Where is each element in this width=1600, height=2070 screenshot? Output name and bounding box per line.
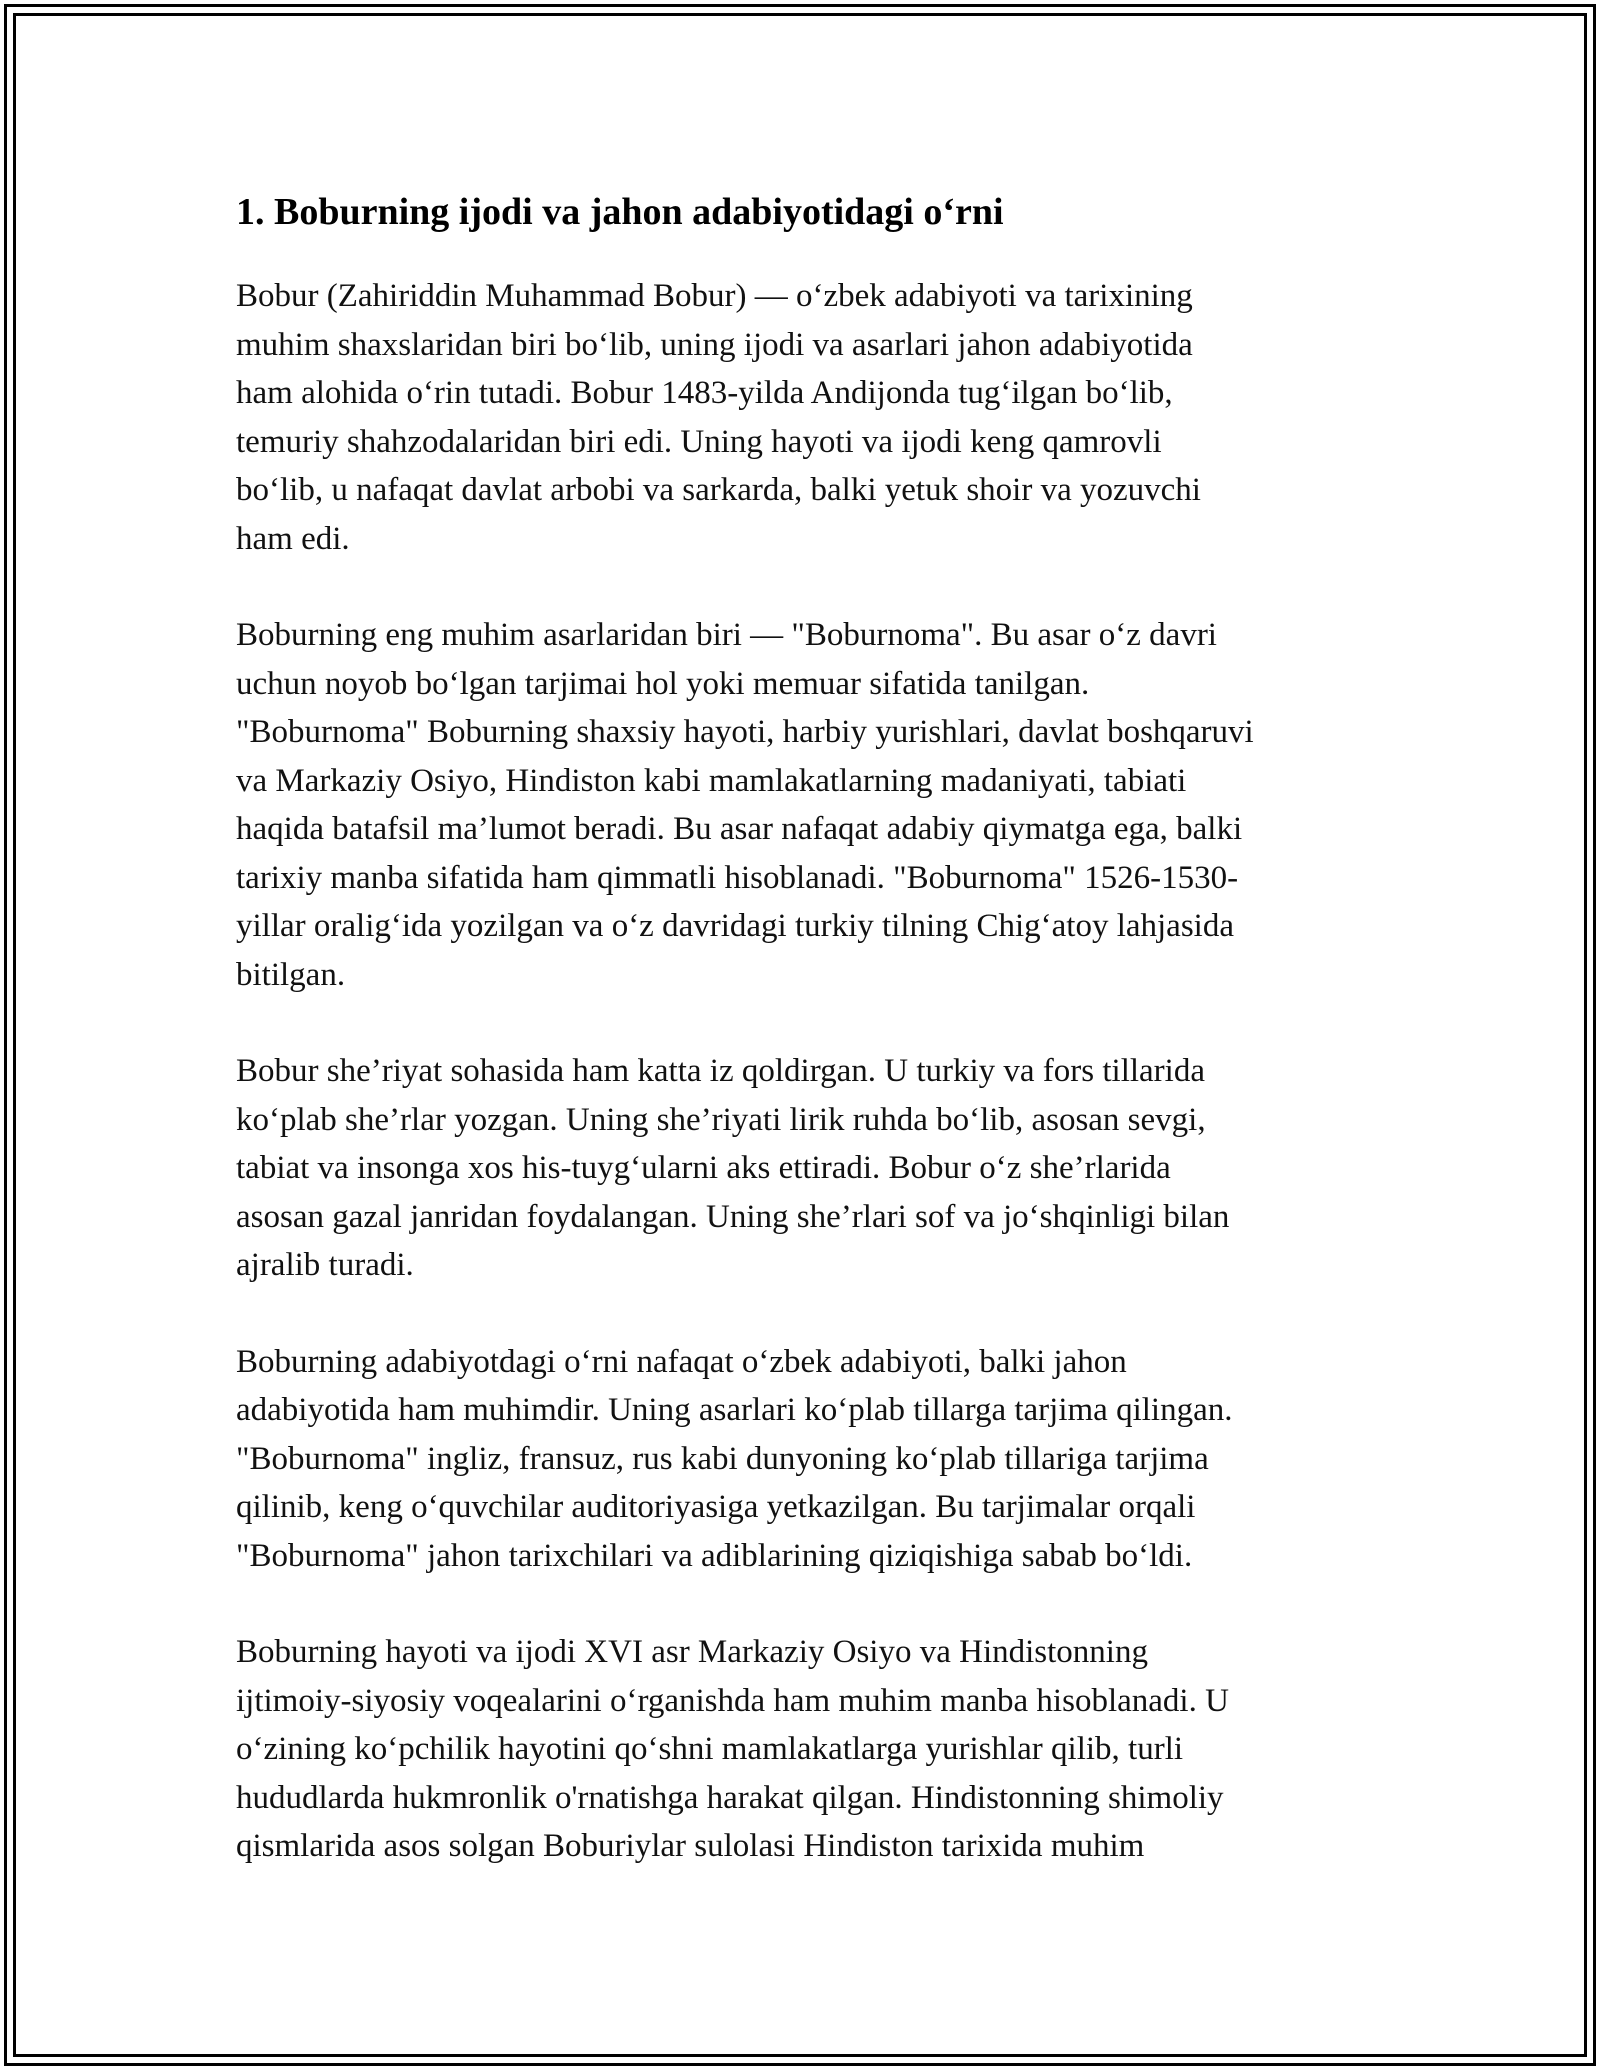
text-line: asosan gazal janridan foydalangan. Uning she’rlari sof va jo‘shqinligi bilan xyxy=(236,1198,1230,1235)
paragraph xyxy=(236,1338,1376,1581)
text-line: ajralib turadi. xyxy=(236,1247,414,1283)
paragraph xyxy=(236,272,1376,563)
text-line: ijtimoiy-siyosiy voqealarini o‘rganishda ham muhim manba hisoblanadi. U xyxy=(236,1682,1229,1719)
text-line: hududlarda hukmronlik o'rnatishga harakat qilgan. Hindistonning shimoliy xyxy=(236,1779,1224,1816)
text-line: ko‘plab she’rlar yozgan. Uning she’riyati lirik ruhda bo‘lib, asosan sevgi, xyxy=(236,1101,1206,1138)
text-line: va Markaziy Osiyo, Hindiston kabi mamlakatlarning madaniyati, tabiati xyxy=(236,762,1187,799)
text-line: Bobur she’riyat sohasida ham katta iz qoldirgan. U turkiy va fors tillarida xyxy=(236,1053,1205,1089)
text-line: tarixiy manba sifatida ham qimmatli hisoblanadi. "Boburnoma" 1526-1530- xyxy=(236,859,1239,896)
text-line: "Boburnoma" Boburning shaxsiy hayoti, harbiy yurishlari, davlat boshqaruvi xyxy=(236,714,1254,750)
text-line: o‘zining ko‘pchilik hayotini qo‘shni mamlakatlarga yurishlar qilib, turli xyxy=(236,1731,1184,1767)
page-title: 1. Boburning ijodi va jahon adabiyotidagi o‘rni xyxy=(236,191,1004,233)
document-body xyxy=(236,186,1376,1919)
text-line: tabiat va insonga xos his-tuyg‘ularni aks ettiradi. Bobur o‘z she’rlarida xyxy=(236,1150,1171,1186)
text-line: muhim shaxslaridan biri bo‘lib, uning ijodi va asarlari jahon adabiyotida xyxy=(236,326,1193,363)
text-line: ham alohida o‘rin tutadi. Bobur 1483-yilda Andijonda tug‘ilgan bo‘lib, xyxy=(236,375,1173,411)
paragraph xyxy=(236,611,1376,999)
text-line: "Boburnoma" ingliz, fransuz, rus kabi dunyoning ko‘plab tillariga tarjima xyxy=(236,1440,1209,1477)
text-line: uchun noyob bo‘lgan tarjimai hol yoki memuar sifatida tanilgan. xyxy=(236,665,1090,702)
text-line: qilinib, keng o‘quvchilar auditoriyasiga yetkazilgan. Bu tarjimalar orqali xyxy=(236,1489,1196,1525)
paragraph-list xyxy=(236,272,1376,1871)
text-line: Bobur (Zahiriddin Muhammad Bobur) — o‘zbek adabiyoti va tarixining xyxy=(236,278,1193,314)
text-line: qismlarida asos solgan Boburiylar sulolasi Hindiston tarixida muhim xyxy=(236,1828,1145,1864)
text-line: Boburning eng muhim asarlaridan biri — "Boburnoma". Bu asar o‘z davri xyxy=(236,617,1217,653)
text-line: yillar oralig‘ida yozilgan va o‘z davridagi turkiy tilning Chig‘atoy lahjasida xyxy=(236,908,1234,944)
paragraph xyxy=(236,1047,1376,1290)
text-line: haqida batafsil ma’lumot beradi. Bu asar nafaqat adabiy qiymatga ega, balki xyxy=(236,811,1243,847)
text-line: Boburning hayoti va ijodi XVI asr Markaziy Osiyo va Hindistonning xyxy=(236,1634,1148,1670)
text-line: "Boburnoma" jahon tarixchilari va adiblarining qiziqishiga sabab bo‘ldi. xyxy=(236,1537,1193,1574)
text-line: bo‘lib, u nafaqat davlat arbobi va sarkarda, balki yetuk shoir va yozuvchi xyxy=(236,472,1201,508)
text-line: bitilgan. xyxy=(236,956,346,993)
text-line: ham edi. xyxy=(236,520,350,557)
text-line: Boburning adabiyotdagi o‘rni nafaqat o‘zbek adabiyoti, balki jahon xyxy=(236,1343,1127,1380)
paragraph xyxy=(236,1628,1376,1871)
text-line: adabiyotida ham muhimdir. Uning asarlari ko‘plab tillarga tarjima qilingan. xyxy=(236,1392,1233,1428)
text-line: temuriy shahzodalaridan biri edi. Uning hayoti va ijodi keng qamrovli xyxy=(236,423,1162,460)
